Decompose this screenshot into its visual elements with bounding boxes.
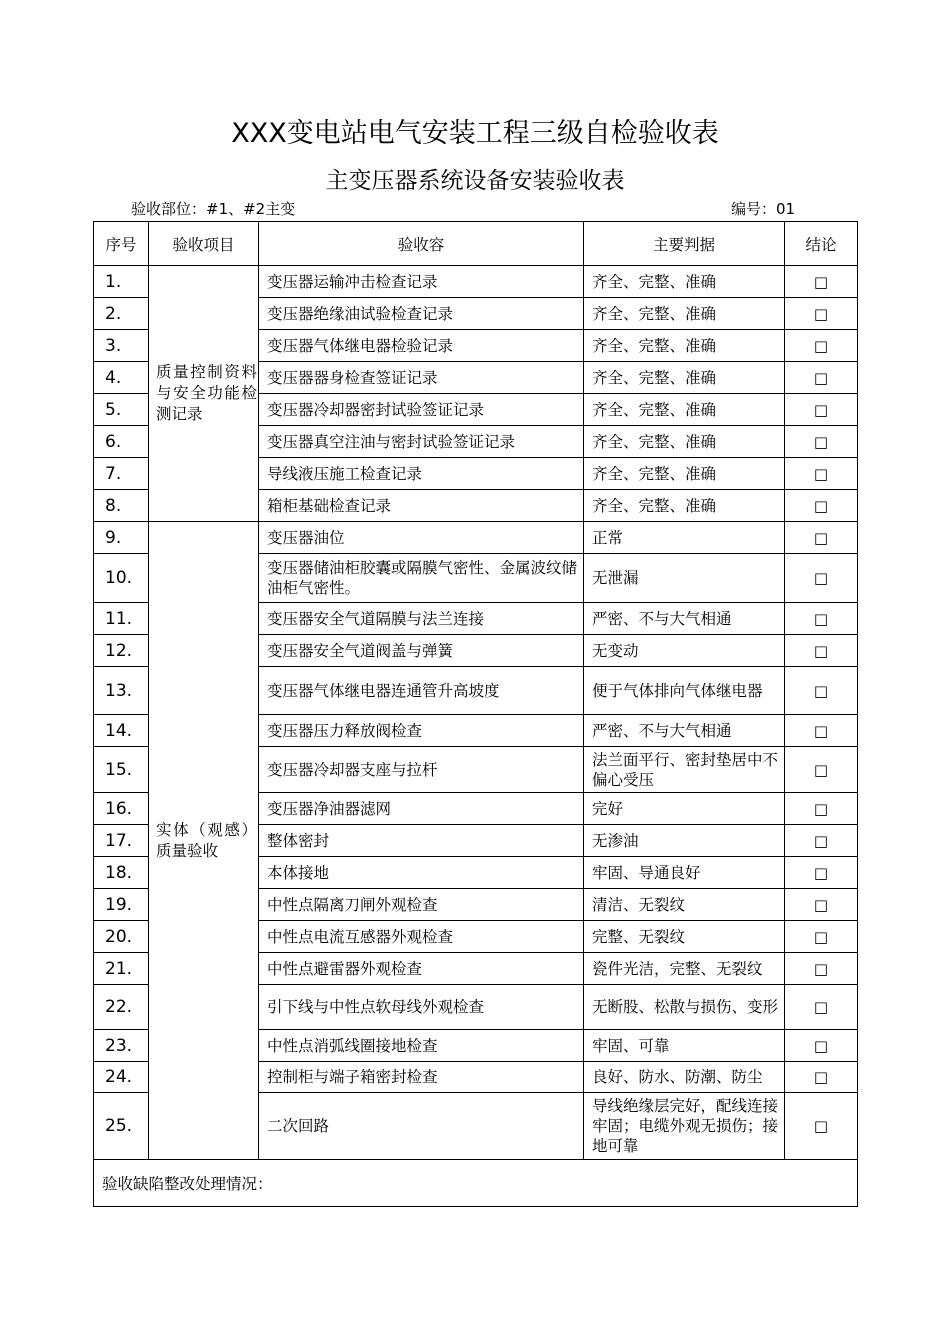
header-item: 验收项目 [149, 222, 259, 266]
inspection-content: 变压器运输冲击检查记录 [259, 266, 584, 298]
result-checkbox[interactable]: □ [785, 1030, 858, 1062]
row-number: 1. [94, 266, 149, 298]
judgment-criteria: 清洁、无裂纹 [584, 889, 785, 921]
inspection-content: 变压器真空注油与密封试验签证记录 [259, 426, 584, 458]
inspection-content: 变压器冷却器支座与拉杆 [259, 747, 584, 793]
row-number: 17. [94, 825, 149, 857]
inspection-table [93, 221, 858, 1207]
inspection-content: 导线液压施工检查记录 [259, 458, 584, 490]
row-number: 3. [94, 330, 149, 362]
header-criteria: 主要判据 [584, 222, 785, 266]
row-number: 14. [94, 715, 149, 747]
inspection-content: 箱柜基础检查记录 [259, 490, 584, 522]
inspection-content: 变压器压力释放阀检查 [259, 715, 584, 747]
result-checkbox[interactable]: □ [785, 426, 858, 458]
inspection-category: 实体（观感）质量验收 [149, 522, 259, 1160]
result-checkbox[interactable]: □ [785, 394, 858, 426]
document-number: 编号：01 [731, 200, 796, 218]
judgment-criteria: 严密、不与大气相通 [584, 603, 785, 635]
row-number: 25. [94, 1093, 149, 1160]
judgment-criteria: 良好、防水、防潮、防尘 [584, 1062, 785, 1093]
row-number: 2. [94, 298, 149, 330]
document-subtitle: 主变压器系统设备安装验收表 [325, 168, 625, 194]
footer-row [94, 1160, 858, 1207]
inspection-content: 中性点隔离刀闸外观检查 [259, 889, 584, 921]
row-number: 4. [94, 362, 149, 394]
result-checkbox[interactable]: □ [785, 1093, 858, 1160]
row-number: 10. [94, 554, 149, 603]
inspection-content: 变压器气体继电器连通管升高坡度 [259, 667, 584, 715]
row-number: 9. [94, 522, 149, 554]
result-checkbox[interactable]: □ [785, 554, 858, 603]
table-row [94, 266, 858, 298]
inspection-content: 引下线与中性点软母线外观检查 [259, 985, 584, 1030]
inspection-content: 变压器储油柜胶囊或隔膜气密性、金属波纹储油柜气密性。 [259, 554, 584, 603]
result-checkbox[interactable]: □ [785, 667, 858, 715]
inspection-location: 验收部位：#1、#2主变 [131, 200, 296, 218]
judgment-criteria: 瓷件光洁，完整、无裂纹 [584, 953, 785, 985]
result-checkbox[interactable]: □ [785, 825, 858, 857]
result-checkbox[interactable]: □ [785, 793, 858, 825]
row-number: 16. [94, 793, 149, 825]
judgment-criteria: 完整、无裂纹 [584, 921, 785, 953]
row-number: 7. [94, 458, 149, 490]
judgment-criteria: 牢固、导通良好 [584, 857, 785, 889]
row-number: 8. [94, 490, 149, 522]
result-checkbox[interactable]: □ [785, 747, 858, 793]
judgment-criteria: 无断股、松散与损伤、变形 [584, 985, 785, 1030]
result-checkbox[interactable]: □ [785, 857, 858, 889]
table-row [94, 522, 858, 554]
judgment-criteria: 齐全、完整、准确 [584, 426, 785, 458]
inspection-content: 中性点消弧线圈接地检查 [259, 1030, 584, 1062]
row-number: 18. [94, 857, 149, 889]
inspection-content: 二次回路 [259, 1093, 584, 1160]
row-number: 21. [94, 953, 149, 985]
result-checkbox[interactable]: □ [785, 298, 858, 330]
judgment-criteria: 法兰面平行、密封垫居中不偏心受压 [584, 747, 785, 793]
document-title: XXX变电站电气安装工程三级自检验收表 [231, 118, 719, 149]
judgment-criteria: 齐全、完整、准确 [584, 490, 785, 522]
judgment-criteria: 无渗油 [584, 825, 785, 857]
judgment-criteria: 严密、不与大气相通 [584, 715, 785, 747]
result-checkbox[interactable]: □ [785, 522, 858, 554]
row-number: 20. [94, 921, 149, 953]
row-number: 24. [94, 1062, 149, 1093]
result-checkbox[interactable]: □ [785, 330, 858, 362]
inspection-content: 变压器油位 [259, 522, 584, 554]
result-checkbox[interactable]: □ [785, 985, 858, 1030]
judgment-criteria: 齐全、完整、准确 [584, 298, 785, 330]
inspection-content: 变压器安全气道隔膜与法兰连接 [259, 603, 584, 635]
judgment-criteria: 齐全、完整、准确 [584, 394, 785, 426]
result-checkbox[interactable]: □ [785, 266, 858, 298]
result-checkbox[interactable]: □ [785, 953, 858, 985]
judgment-criteria: 无变动 [584, 635, 785, 667]
judgment-criteria: 齐全、完整、准确 [584, 458, 785, 490]
judgment-criteria: 齐全、完整、准确 [584, 330, 785, 362]
header-result: 结论 [785, 222, 858, 266]
row-number: 11. [94, 603, 149, 635]
row-number: 5. [94, 394, 149, 426]
inspection-content: 中性点避雷器外观检查 [259, 953, 584, 985]
inspection-content: 控制柜与端子箱密封检查 [259, 1062, 584, 1093]
inspection-content: 变压器安全气道阀盖与弹簧 [259, 635, 584, 667]
row-number: 6. [94, 426, 149, 458]
row-number: 13. [94, 667, 149, 715]
row-number: 19. [94, 889, 149, 921]
judgment-criteria: 正常 [584, 522, 785, 554]
inspection-content: 整体密封 [259, 825, 584, 857]
judgment-criteria: 无泄漏 [584, 554, 785, 603]
inspection-content: 中性点电流互感器外观检查 [259, 921, 584, 953]
defect-remediation-label: 验收缺陷整改处理情况： [94, 1160, 858, 1207]
inspection-category: 质量控制资料与安全功能检测记录 [149, 266, 259, 522]
row-number: 23. [94, 1030, 149, 1062]
result-checkbox[interactable]: □ [785, 458, 858, 490]
table-header-row [94, 222, 858, 266]
inspection-content: 变压器器身检查签证记录 [259, 362, 584, 394]
result-checkbox[interactable]: □ [785, 490, 858, 522]
inspection-content: 变压器冷却器密封试验签证记录 [259, 394, 584, 426]
row-number: 22. [94, 985, 149, 1030]
judgment-criteria: 便于气体排向气体继电器 [584, 667, 785, 715]
result-checkbox[interactable]: □ [785, 362, 858, 394]
result-checkbox[interactable]: □ [785, 715, 858, 747]
inspection-content: 变压器绝缘油试验检查记录 [259, 298, 584, 330]
judgment-criteria: 齐全、完整、准确 [584, 266, 785, 298]
header-content: 验收容 [259, 222, 584, 266]
inspection-content: 变压器气体继电器检验记录 [259, 330, 584, 362]
row-number: 15. [94, 747, 149, 793]
judgment-criteria: 导线绝缘层完好，配线连接牢固；电缆外观无损伤；接地可靠 [584, 1093, 785, 1160]
inspection-content: 本体接地 [259, 857, 584, 889]
judgment-criteria: 齐全、完整、准确 [584, 362, 785, 394]
header-seq: 序号 [94, 222, 149, 266]
inspection-content: 变压器净油器滤网 [259, 793, 584, 825]
result-checkbox[interactable]: □ [785, 1062, 858, 1093]
result-checkbox[interactable]: □ [785, 635, 858, 667]
result-checkbox[interactable]: □ [785, 603, 858, 635]
result-checkbox[interactable]: □ [785, 889, 858, 921]
judgment-criteria: 牢固、可靠 [584, 1030, 785, 1062]
row-number: 12. [94, 635, 149, 667]
judgment-criteria: 完好 [584, 793, 785, 825]
result-checkbox[interactable]: □ [785, 921, 858, 953]
